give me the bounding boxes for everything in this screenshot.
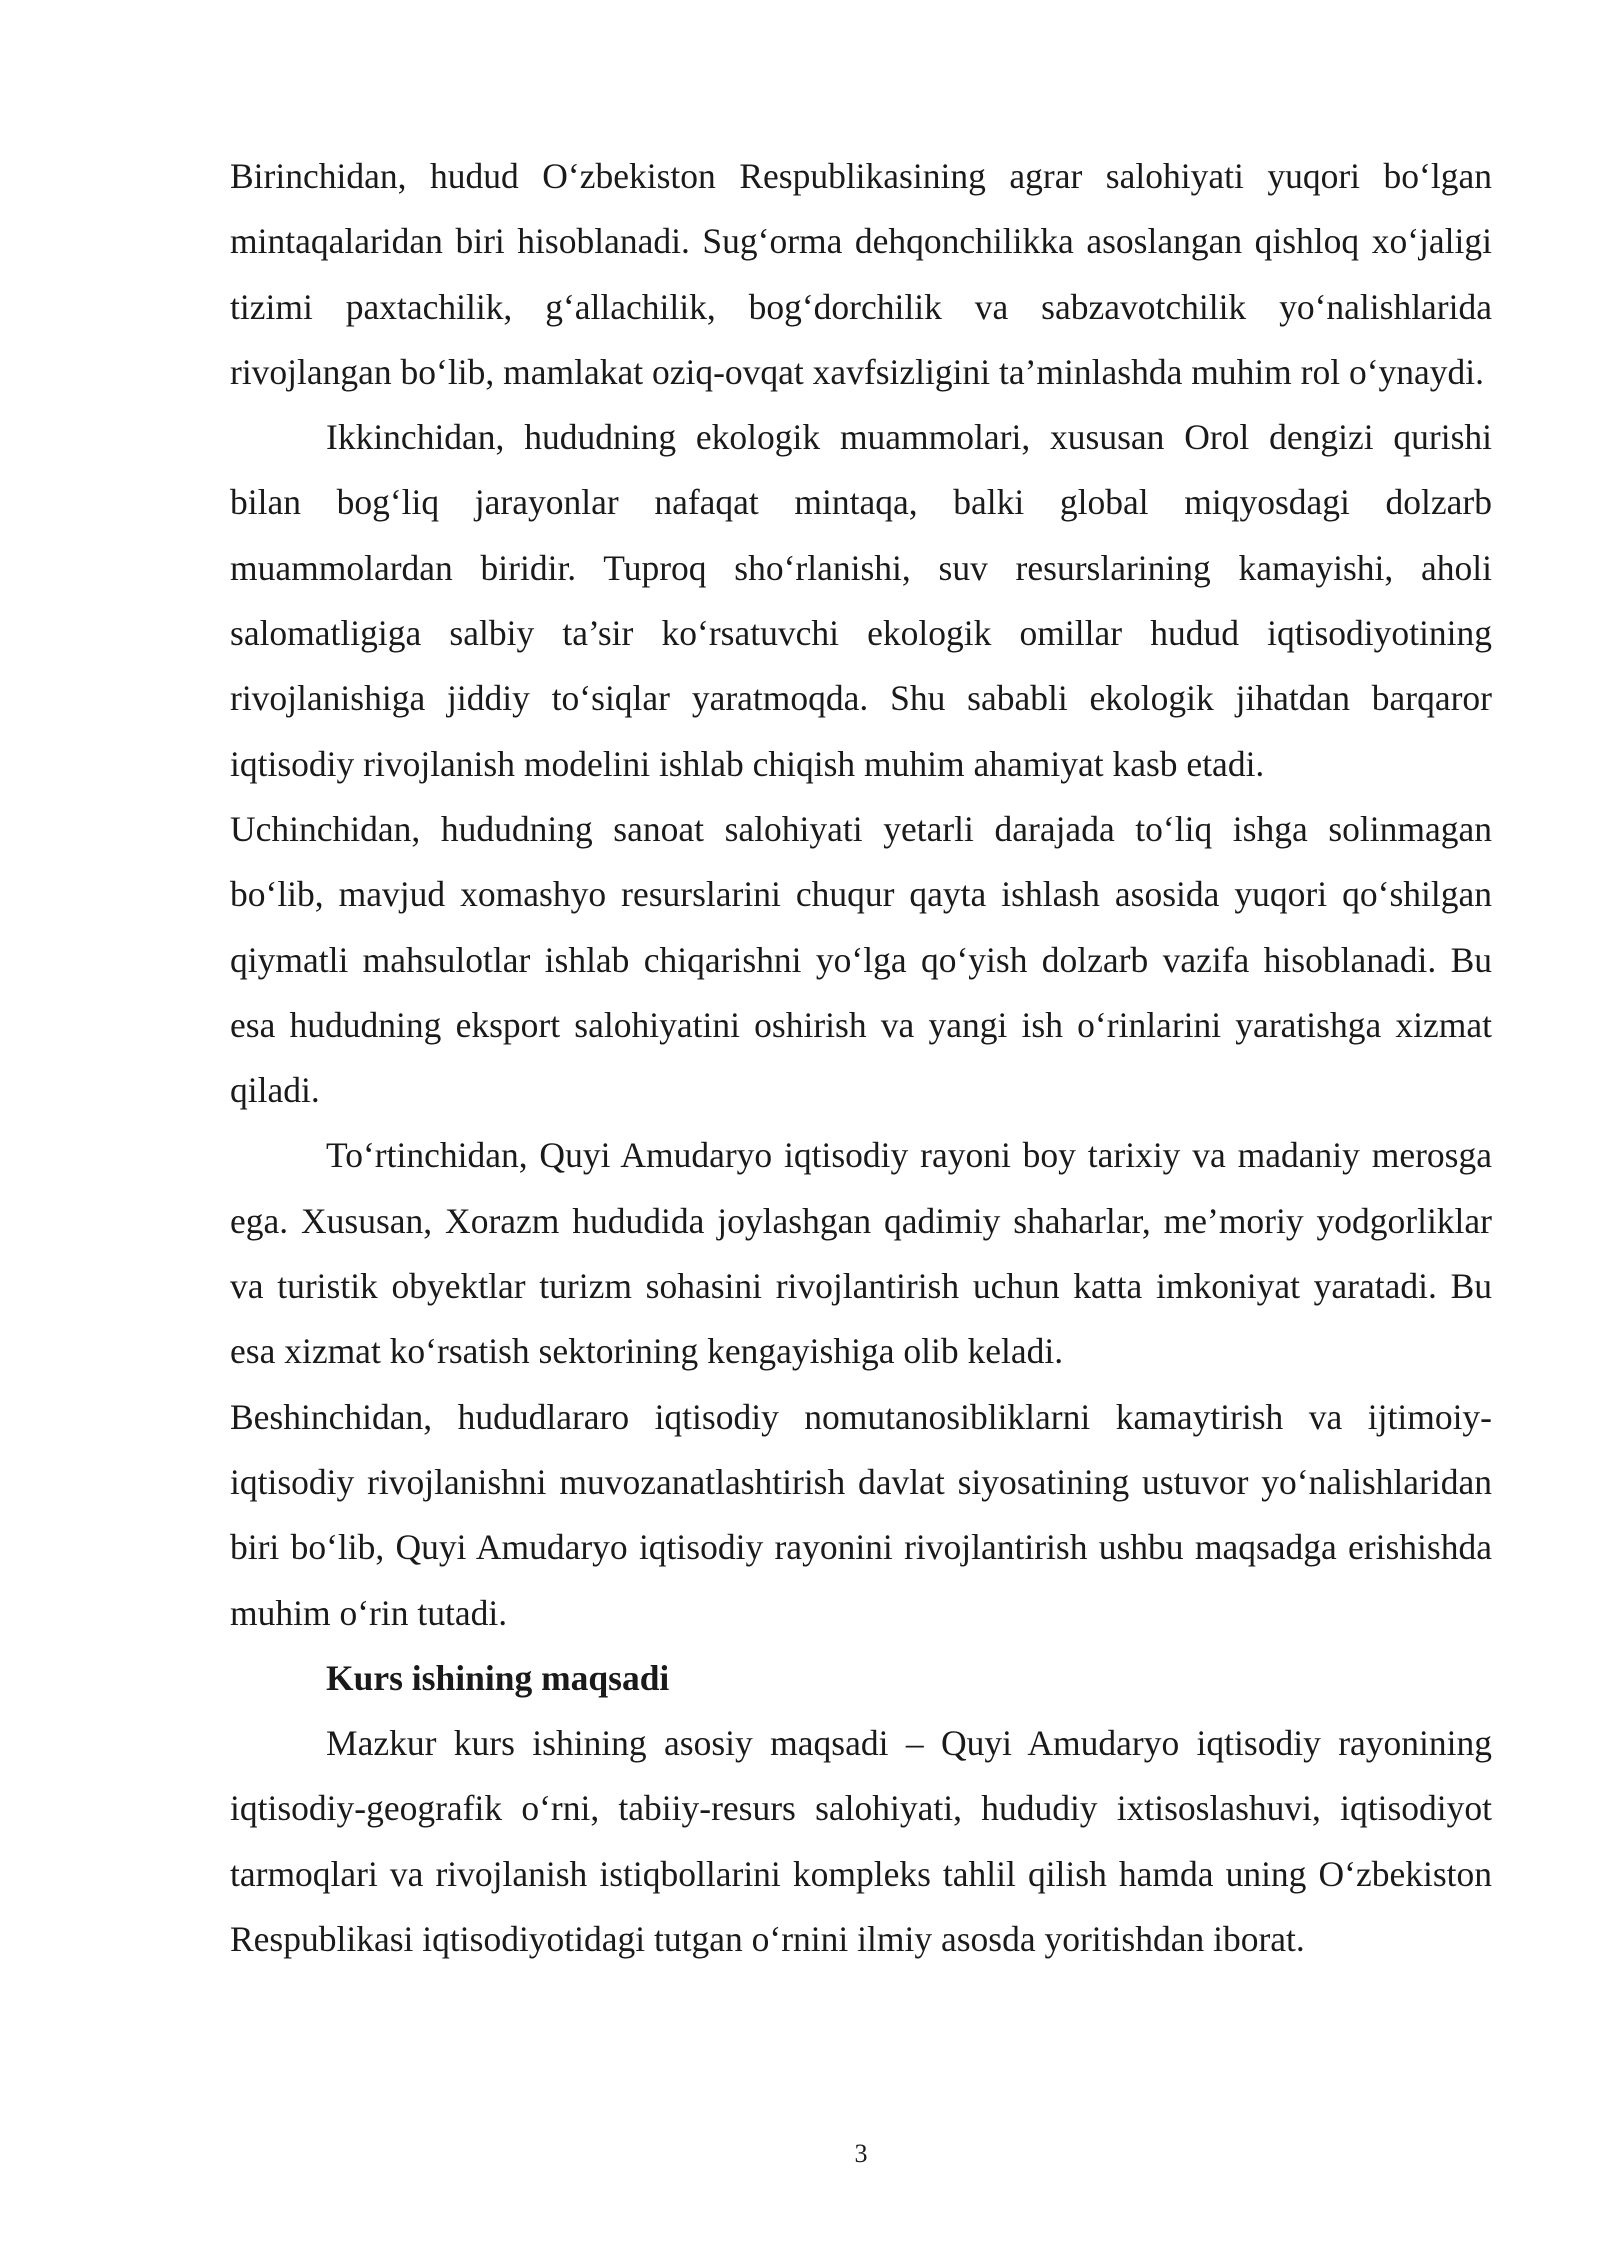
page-body: [230, 144, 1492, 1972]
page-number: 3: [854, 2139, 868, 2168]
paragraph-fifth: Beshinchidan, hududlararo iqtisodiy nomutanosibliklarni kamaytirish va ijtimoiy-iqtisodiy rivojlanishni muvozanatlashtirish davlat siyosatining ustuvor yo‘nalishlaridan biri bo‘lib, Quyi Amudaryo iqtisodiy rayonini rivojlantirish ushbu maqsadga erishishda muhim o‘rin tutadi.: [230, 1396, 1492, 1633]
paragraph-third: Uchinchidan, hududning sanoat salohiyati yetarli darajada to‘liq ishga solinmagan bo‘lib, mavjud xomashyo resurslarini chuqur qayta ishlash asosida yuqori qo‘shilgan qiymatli mahsulotlar ishlab chiqarishni yo‘lga qo‘yish dolzarb vazifa hisoblanadi. Bu esa hududning eksport salohiyatini oshirish va yangi ish o‘rinlarini yaratishga xizmat qiladi.: [230, 808, 1492, 1111]
paragraph-first: Birinchidan, hudud O‘zbekiston Respublikasining agrar salohiyati yuqori bo‘lgan mintaqalaridan biri hisoblanadi. Sug‘orma dehqonchilikka asoslangan qishloq xo‘jaligi tizimi paxtachilik, g‘allachilik, bog‘dorchilik va sabzavotchilik yo‘nalishlarida rivojlangan bo‘lib, mamlakat oziq-ovqat xavfsizligini ta’minlashda muhim rol o‘ynaydi.: [230, 156, 1492, 392]
paragraph-fourth: To‘rtinchidan, Quyi Amudaryo iqtisodiy rayoni boy tarixiy va madaniy merosga ega. Xususan, Xorazm hududida joylashgan qadimiy shaharlar, me’moriy yodgorliklar va turistik obyektlar turizm sohasini rivojlantirish uchun katta imkoniyat yaratadi. Bu esa xizmat ko‘rsatish sektorining kengayishiga olib keladi.: [230, 1135, 1492, 1372]
paragraph-second: Ikkinchidan, hududning ekologik muammolari, xususan Orol dengizi qurishi bilan bog‘liq jarayonlar nafaqat mintaqa, balki global miqyosdagi dolzarb muammolardan biridir. Tuproq sho‘rlanishi, suv resurslarining kamayishi, aholi salomatligiga salbiy ta’sir ko‘rsatuvchi ekologik omillar hudud iqtisodiyotining rivojlanishiga jiddiy to‘siqlar yaratmoqda. Shu sababli ekologik jihatdan barqaror iqtisodiy rivojlanish modelini ishlab chiqish muhim ahamiyat kasb etadi.: [230, 417, 1492, 784]
paragraph-goal: Mazkur kurs ishining asosiy maqsadi – Quyi Amudaryo iqtisodiy rayonining iqtisodiy-geografik o‘rni, tabiiy-resurs salohiyati, hududiy ixtisoslashuvi, iqtisodiyot tarmoqlari va rivojlanish istiqbollarini kompleks tahlil qilish hamda uning O‘zbekiston Respublikasi iqtisodiyotidagi tutgan o‘rnini ilmiy asosda yoritishdan iborat.: [230, 1723, 1492, 1960]
section-heading: Kurs ishining maqsadi: [326, 1657, 670, 1698]
